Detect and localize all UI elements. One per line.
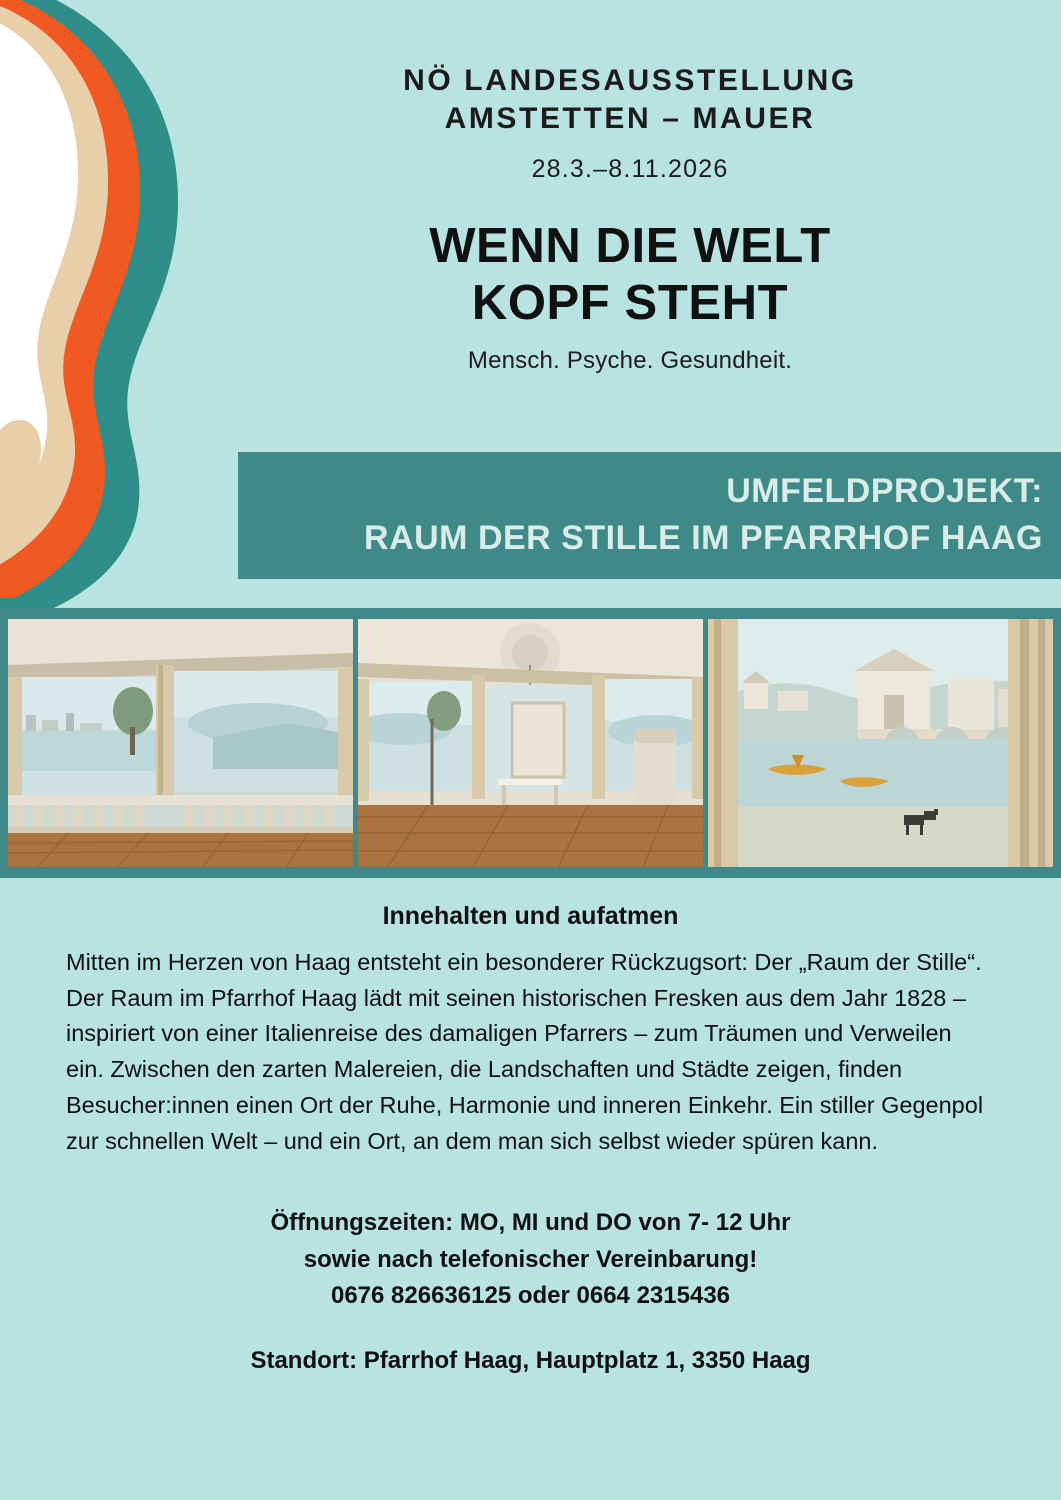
poster-body	[0, 878, 1061, 1500]
poster-header	[0, 0, 1061, 608]
photo-room-with-chandelier	[358, 619, 703, 867]
exhibition-name-line1: NÖ LANDESAUSSTELLUNG	[403, 64, 857, 97]
exhibition-name-line2: AMSTETTEN – MAUER	[444, 102, 816, 136]
project-banner	[238, 452, 1061, 579]
poster-subtitle: Mensch. Psyche. Gesundheit.	[467, 347, 793, 375]
opening-hours-line1: Öffnungszeiten: MO, MI und DO von 7- 12 Uhr	[270, 1209, 791, 1237]
body-heading: Innehalten und aufatmen	[382, 902, 679, 930]
contact-phone-numbers: 0676 826636125 oder 0664 2315436	[330, 1282, 731, 1310]
photo-fresco-bridge-detail	[708, 619, 1053, 867]
exhibition-dates: 28.3.–8.11.2026	[531, 154, 729, 183]
photo-strip	[0, 608, 1061, 878]
head-silhouette-logo-icon	[0, 0, 260, 608]
opening-hours-block	[66, 1205, 995, 1314]
opening-hours-line2: sowie nach telefonischer Vereinbarung!	[303, 1245, 758, 1273]
photo-fresco-corner-room	[8, 619, 353, 867]
poster-title-line1: WENN DIE WELT	[429, 218, 831, 273]
location-line: Standort: Pfarrhof Haag, Hauptplatz 1, 3350 Haag	[250, 1346, 811, 1374]
poster-title-line2: KOPF STEHT	[471, 275, 789, 330]
project-banner-line2: RAUM DER STILLE IM PFARRHOF HAAG	[364, 518, 1043, 557]
body-paragraph: Mitten im Herzen von Haag entsteht ein besonderer Rückzugsort: Der „Raum der Stille“. Der Raum im Pfarrhof Haag lädt mit seinen historischen Fresken aus dem Jahr 1828 – inspiriert von einer Italienreise des damaligen Pfarrers – zum Träumen und Verweilen ein. Zwischen den zarten Malereien, die Landschaften und Städte zeigen, finden Besucher:innen einen Ort der Ruhe, Harmonie und inneren Einkehr. Ein stiller Gegenpol zur schnellen Welt – und ein Ort, an dem man sich selbst wieder spüren kann.	[66, 949, 984, 1154]
project-banner-line1: UMFELDPROJEKT:	[726, 472, 1043, 510]
headline-block	[260, 62, 1000, 375]
